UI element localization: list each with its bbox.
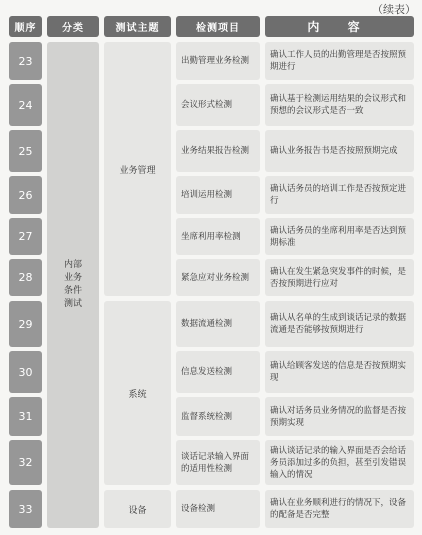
row-desc: 确认工作人员的出勤管理是否按照预期进行 bbox=[265, 42, 414, 80]
row-seq: 33 bbox=[9, 490, 42, 528]
row-item: 出勤管理业务检测 bbox=[176, 42, 260, 80]
row-item: 谈话记录输入界面的适用性检测 bbox=[176, 440, 260, 485]
theme-equipment: 设备 bbox=[104, 490, 171, 528]
row-item: 业务结果报告检测 bbox=[176, 130, 260, 172]
row-item: 会议形式检测 bbox=[176, 84, 260, 126]
row-item: 坐席利用率检测 bbox=[176, 218, 260, 255]
row-desc: 确认基于检测运用结果的会议形式和预想的会议形式是否一致 bbox=[265, 84, 414, 126]
header-content: 内 容 bbox=[265, 16, 414, 37]
row-seq: 32 bbox=[9, 440, 42, 485]
row-item: 信息发送检测 bbox=[176, 351, 260, 393]
header-seq: 顺序 bbox=[9, 16, 42, 37]
continued-label: （续表） bbox=[372, 3, 416, 16]
row-desc: 确认在发生紧急突发事件的时候，是否按预期进行应对 bbox=[265, 259, 414, 296]
theme-business: 业务管理 bbox=[104, 42, 171, 296]
row-item: 数据流通检测 bbox=[176, 301, 260, 347]
header-theme: 测试主题 bbox=[104, 16, 171, 37]
theme-system: 系统 bbox=[104, 301, 171, 485]
row-seq: 28 bbox=[9, 259, 42, 296]
header-item: 检测项目 bbox=[176, 16, 260, 37]
row-seq: 25 bbox=[9, 130, 42, 172]
row-desc: 确认谈话记录的输入界面是否会给话务员添加过多的负担，甚至引发错误输入的情况 bbox=[265, 440, 414, 485]
row-seq: 24 bbox=[9, 84, 42, 126]
row-item: 紧急应对业务检测 bbox=[176, 259, 260, 296]
row-seq: 30 bbox=[9, 351, 42, 393]
row-seq: 27 bbox=[9, 218, 42, 255]
row-desc: 确认话务员的坐席利用率是否达到预期标准 bbox=[265, 218, 414, 255]
header-category: 分类 bbox=[47, 16, 99, 37]
row-item: 监督系统检测 bbox=[176, 397, 260, 436]
row-desc: 确认从名单的生成到谈话记录的数据流通是否能够按预期进行 bbox=[265, 301, 414, 347]
row-seq: 26 bbox=[9, 176, 42, 214]
category-label: 内部业务条件测试 bbox=[64, 260, 83, 309]
row-item: 设备检测 bbox=[176, 490, 260, 528]
row-desc: 确认对话务员业务情况的监督是否按预期实现 bbox=[265, 397, 414, 436]
row-desc: 确认话务员的培训工作是否按预定进行 bbox=[265, 176, 414, 214]
row-seq: 29 bbox=[9, 301, 42, 347]
row-item: 培训运用检测 bbox=[176, 176, 260, 214]
category-cell bbox=[47, 42, 99, 528]
row-seq: 31 bbox=[9, 397, 42, 436]
row-desc: 确认业务报告书是否按照预期完成 bbox=[265, 130, 414, 172]
row-desc: 确认在业务顺利进行的情况下，设备的配备是否完整 bbox=[265, 490, 414, 528]
row-seq: 23 bbox=[9, 42, 42, 80]
row-desc: 确认给顾客发送的信息是否按预期实现 bbox=[265, 351, 414, 393]
